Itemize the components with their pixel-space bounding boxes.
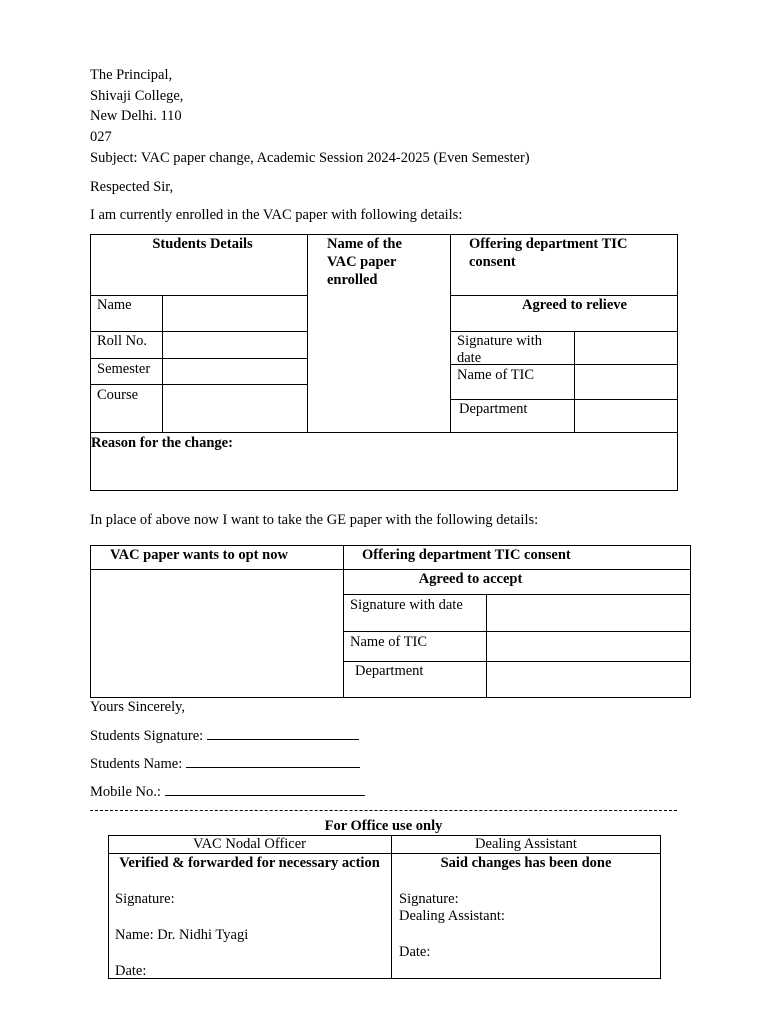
nodal-officer-name: Name: Dr. Nidhi Tyagi bbox=[115, 927, 249, 943]
row-label-signature-with-date: Signature with date bbox=[457, 333, 542, 366]
assistant-date-label: Date: bbox=[399, 944, 431, 960]
row-label-signature-with-date-2: Signature with date bbox=[350, 597, 463, 613]
address-line-2: Shivaji College, bbox=[90, 88, 184, 104]
row-label-department: Department bbox=[459, 401, 528, 417]
changes-done-text: Said changes has been done bbox=[440, 855, 612, 871]
yours-sincerely: Yours Sincerely, bbox=[90, 699, 186, 715]
row-label-semester: Semester bbox=[97, 361, 151, 377]
tic-consent-header: Offering department TIC consent bbox=[469, 236, 628, 270]
divider-dashed bbox=[90, 810, 677, 811]
students-name-row bbox=[90, 755, 360, 773]
students-signature-blank[interactable] bbox=[207, 727, 359, 740]
students-signature-row bbox=[90, 727, 359, 745]
row-label-name-of-tic: Name of TIC bbox=[457, 367, 535, 383]
mobile-blank[interactable] bbox=[165, 783, 365, 796]
verified-forwarded-text: Verified & forwarded for necessary action bbox=[119, 855, 380, 871]
dealing-assistant-header: Dealing Assistant bbox=[475, 836, 577, 852]
row-label-department-2: Department bbox=[355, 663, 424, 679]
salutation: Respected Sir, bbox=[90, 179, 174, 195]
address-line-3: New Delhi. 110 bbox=[90, 108, 182, 124]
agreed-to-relieve-label: Agreed to relieve bbox=[522, 297, 627, 313]
address-line-1: The Principal, bbox=[90, 67, 173, 83]
nodal-signature-label: Signature: bbox=[115, 891, 175, 907]
row-label-name-of-tic-2: Name of TIC bbox=[350, 634, 428, 650]
row-label-name: Name bbox=[97, 297, 132, 313]
students-name-blank[interactable] bbox=[186, 755, 360, 768]
tic-consent-header-2: Offering department TIC consent bbox=[362, 547, 571, 563]
reason-for-change-label: Reason for the change: bbox=[91, 435, 233, 451]
subject-line: Subject: VAC paper change, Academic Session 2024-2025 (Even Semester) bbox=[90, 150, 530, 166]
replacement-intro-text: In place of above now I want to take the GE paper with the following details: bbox=[90, 512, 539, 528]
row-label-course: Course bbox=[97, 387, 139, 403]
students-name-label: Students Name: bbox=[90, 756, 183, 772]
nodal-date-label: Date: bbox=[115, 963, 147, 979]
assistant-signature-label: Signature: bbox=[399, 891, 459, 907]
agreed-to-accept-label: Agreed to accept bbox=[418, 571, 523, 587]
dealing-assistant-label: Dealing Assistant: bbox=[399, 908, 505, 924]
vac-paper-enrolled-header: Name of the VAC paper enrolled bbox=[327, 236, 402, 288]
office-use-title: For Office use only bbox=[324, 818, 443, 834]
mobile-label: Mobile No.: bbox=[90, 784, 161, 800]
address-line-4: 027 bbox=[90, 129, 112, 145]
vac-opt-now-header: VAC paper wants to opt now bbox=[110, 547, 288, 563]
mobile-row bbox=[90, 783, 365, 801]
students-signature-label: Students Signature: bbox=[90, 728, 204, 744]
row-label-roll-no: Roll No. bbox=[97, 333, 147, 349]
students-details-header: Students Details bbox=[152, 236, 253, 252]
vac-nodal-officer-header: VAC Nodal Officer bbox=[192, 836, 307, 852]
intro-text: I am currently enrolled in the VAC paper with following details: bbox=[90, 207, 463, 223]
